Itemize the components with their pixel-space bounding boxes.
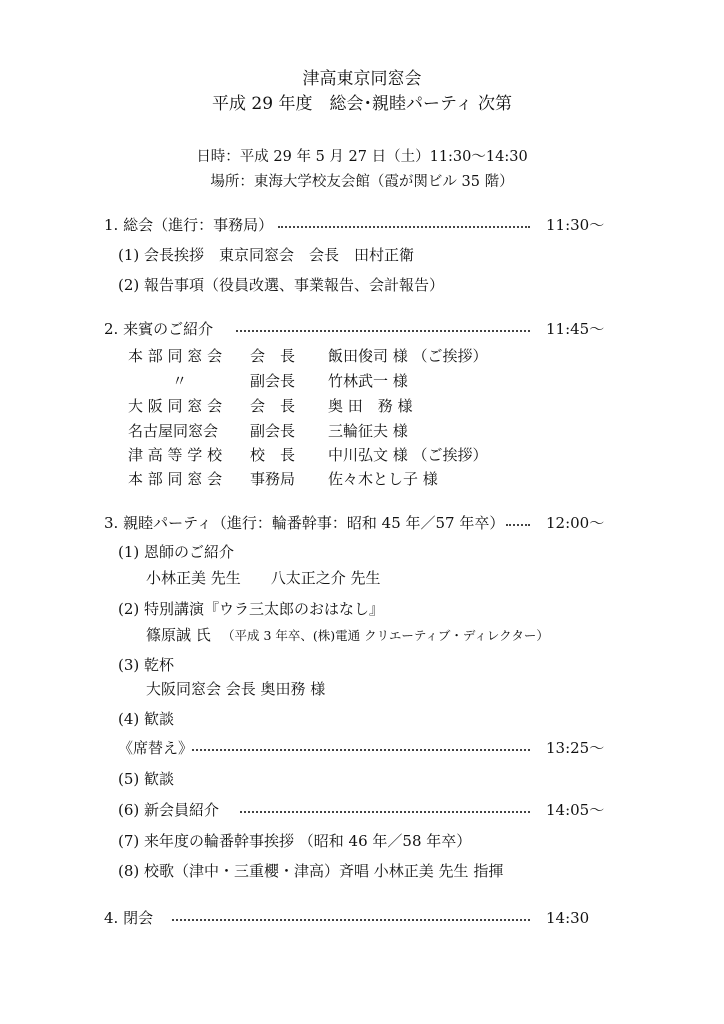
seat-change-time: 13:25～ bbox=[546, 739, 605, 757]
speaker-note: （平成 3 年卒、(株)電通 クリエーティブ・ディレクター） bbox=[222, 628, 549, 643]
guest-role: 事務局 bbox=[250, 470, 296, 488]
leader-dots bbox=[278, 226, 530, 228]
section-2-heading: 2. 来賓のご紹介 bbox=[104, 320, 214, 338]
guest-name: 中川弘文 様 （ご挨拶） bbox=[328, 446, 488, 464]
guest-org: 大 阪 同 窓 会 bbox=[128, 397, 223, 415]
guest-role: 副会長 bbox=[250, 372, 296, 390]
list-item-detail: 小林正美 先生 八太正之介 先生 bbox=[146, 569, 381, 587]
section-4-time: 14:30 bbox=[546, 909, 590, 927]
guest-org: 本 部 同 窓 会 bbox=[128, 470, 223, 488]
guest-role: 副会長 bbox=[250, 422, 296, 440]
leader-dots bbox=[240, 811, 530, 813]
list-item: (6) 新会員紹介 bbox=[118, 801, 220, 819]
guest-org: 名古屋同窓会 bbox=[128, 422, 219, 440]
leader-dots bbox=[236, 330, 530, 332]
guest-name: 佐々木とし子 様 bbox=[328, 470, 438, 488]
guest-org: 本 部 同 窓 会 bbox=[128, 347, 223, 365]
section-4-heading: 4. 閉会 bbox=[104, 909, 154, 927]
list-item: (5) 歓談 bbox=[118, 770, 175, 788]
page-title: 津高東京同窓会 bbox=[302, 69, 422, 89]
guest-role: 会 長 bbox=[250, 347, 296, 365]
section-3-heading: 3. 親睦パーティ（進行：輪番幹事：昭和 45 年／57 年卒） bbox=[104, 514, 505, 532]
section-3-time: 12:00～ bbox=[546, 514, 605, 532]
leader-dots bbox=[172, 919, 530, 921]
section-2-time: 11:45～ bbox=[546, 320, 605, 338]
list-item: (3) 乾杯 bbox=[118, 656, 175, 674]
list-item: (8) 校歌（津中・三重櫻・津高）斉唱 小林正美 先生 指揮 bbox=[118, 862, 504, 880]
list-item: (7) 来年度の輪番幹事挨拶 （昭和 46 年／58 年卒） bbox=[118, 832, 472, 850]
guest-org: 〃 bbox=[172, 372, 188, 390]
list-item: (4) 歓談 bbox=[118, 710, 175, 728]
list-item: (2) 報告事項（役員改選、事業報告、会計報告） bbox=[118, 276, 445, 294]
section-1-time: 11:30～ bbox=[546, 216, 605, 234]
section-1-heading: 1. 総会（進行：事務局） bbox=[104, 216, 274, 234]
speaker-name: 篠原誠 氏 bbox=[146, 626, 211, 644]
guest-name: 飯田俊司 様 （ご挨拶） bbox=[328, 347, 488, 365]
event-datetime: 日時：平成 29 年 5 月 27 日（土）11:30～14:30 bbox=[196, 149, 528, 165]
guest-name: 三輪征夫 様 bbox=[328, 422, 408, 440]
guest-name: 竹林武一 様 bbox=[328, 372, 408, 390]
guest-role: 会 長 bbox=[250, 397, 296, 415]
leader-dots bbox=[192, 749, 530, 751]
leader-dots bbox=[506, 524, 530, 526]
list-item-detail: 大阪同窓会 会長 奥田務 様 bbox=[146, 680, 326, 698]
list-item: (1) 恩師のご紹介 bbox=[118, 543, 235, 561]
guest-org: 津 高 等 学 校 bbox=[128, 446, 223, 464]
page-subtitle: 平成 29 年度 総会･親睦パーティ 次第 bbox=[212, 94, 512, 114]
seat-change-label: 《席替え》 bbox=[118, 739, 194, 757]
guest-role: 校 長 bbox=[250, 446, 296, 464]
guest-name: 奥 田 務 様 bbox=[328, 397, 413, 415]
event-place: 場所：東海大学校友会館（霞が関ビル 35 階） bbox=[210, 174, 514, 190]
new-members-time: 14:05～ bbox=[546, 801, 605, 819]
list-item: (2) 特別講演『ウラ三太郎のおはなし』 bbox=[118, 600, 385, 618]
list-item: (1) 会長挨拶 東京同窓会 会長 田村正衛 bbox=[118, 246, 415, 264]
